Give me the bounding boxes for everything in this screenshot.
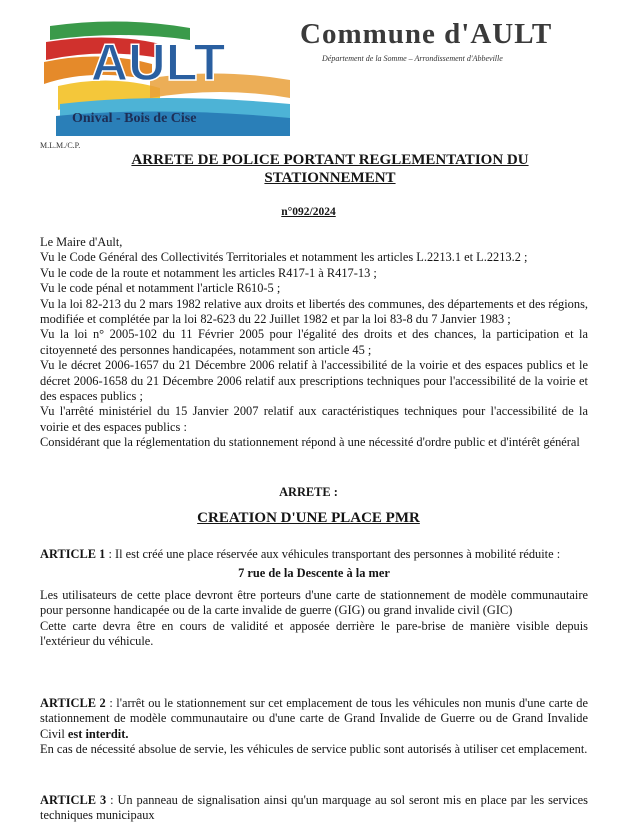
article-3-intro (40, 793, 588, 824)
preamble (40, 235, 588, 451)
document-title: ARRETE DE POLICE PORTANT REGLEMENTATION DU STATIONNEMENT (131, 152, 529, 186)
reference-code: M.L.M./C.P. (40, 141, 81, 150)
article-2-intro (40, 696, 588, 742)
preamble-line: Vu le décret 2006-1657 du 21 Décembre 2006 relatif à l'accessibilité de la voirie et des espaces publics et le décret 2006-1658 du 21 Décembre 2006 relatif aux prescriptions techniques pour l'accessibilité de la voirie et des espaces publics ; (40, 358, 588, 404)
preamble-line: Vu la loi 82-213 du 2 mars 1982 relative aux droits et libertés des communes, des départements et des régions, modifiée et complétée par la loi 82-623 du 22 Juillet 1982 et par la loi 83-8 du 7 Janvier 1983 ; (40, 296, 588, 327)
logo-subtitle: Onival - Bois de Cise (72, 111, 197, 126)
article-1-label: ARTICLE 1 (40, 547, 106, 561)
department-line: Département de la Somme – Arrondissement d'Abbeville (322, 54, 503, 63)
preamble-line: Vu l'arrêté ministériel du 15 Janvier 2007 relatif aux caractéristiques techniques pour l'accessibilité de la voirie et des espaces publics : (40, 404, 588, 434)
article-1-intro (40, 547, 588, 562)
preamble-line: Vu le Code Général des Collectivités Territoriales et notamment les articles L.2213.1 et L.2213.2 ; (40, 250, 528, 265)
article-2-para2: En cas de nécessité absolue de servie, les véhicules de service public sont autorisés à utiliser cet emplacement. (40, 742, 588, 757)
preamble-line: Vu la loi n° 2005-102 du 11 Février 2005 pour l'égalité des droits et des chances, la participation et la citoyenneté des personnes handicapées, notamment son article 45 ; (40, 327, 588, 357)
article-3-label: ARTICLE 3 (40, 793, 107, 807)
article-1-text: : Il est créé une place réservée aux véhicules transportant des personnes à mobilité réduite : (108, 547, 561, 561)
logo-text: AULT (90, 34, 226, 92)
arrete-heading: ARRETE : (279, 485, 338, 499)
article-1-para2: Cette carte devra être en cours de validité et apposée derrière le pare-brise de manière visible depuis l'extérieur du véhicule. (40, 618, 588, 649)
article-2-emphasis: est interdit. (67, 726, 129, 741)
article-2 (40, 696, 588, 758)
preamble-line: Vu le code de la route et notamment les articles R417-1 à R417-13 ; (40, 265, 377, 280)
article-2-label: ARTICLE 2 (40, 696, 106, 710)
preamble-line: Le Maire d'Ault, (40, 235, 123, 249)
commune-title: Commune d'AULT (300, 18, 553, 50)
article-2-text: : l'arrêt ou le stationnement sur cet emplacement de tous les véhicules non munis d'une carte de stationnement de modèle communautaire ou d'une carte de Grand Invalide de Guerre ou de Grand Invalide Civil (40, 696, 589, 741)
article-1-address: 7 rue de la Descente à la mer (238, 566, 390, 581)
article-1 (40, 547, 588, 649)
preamble-line: Considérant que la réglementation du stationnement répond à une nécessité d'ordre public et d'intérêt général (40, 435, 580, 450)
section-title: CREATION D'UNE PLACE PMR (197, 510, 420, 526)
article-3 (40, 793, 588, 824)
commune-logo (40, 18, 290, 136)
article-1-para1: Les utilisateurs de cette place devront être porteurs d'une carte de stationnement de modèle communautaire pour personne handicapée ou de la carte invalide de guerre (GIG) ou grand invalide civil (GIC) (40, 587, 588, 618)
preamble-line: Vu le code pénal et notamment l'article R610-5 ; (40, 281, 281, 296)
document-number: n°092/2024 (281, 206, 336, 218)
article-3-text: : Un panneau de signalisation ainsi qu'un marquage au sol seront mis en place par les services techniques municipaux (40, 793, 589, 823)
